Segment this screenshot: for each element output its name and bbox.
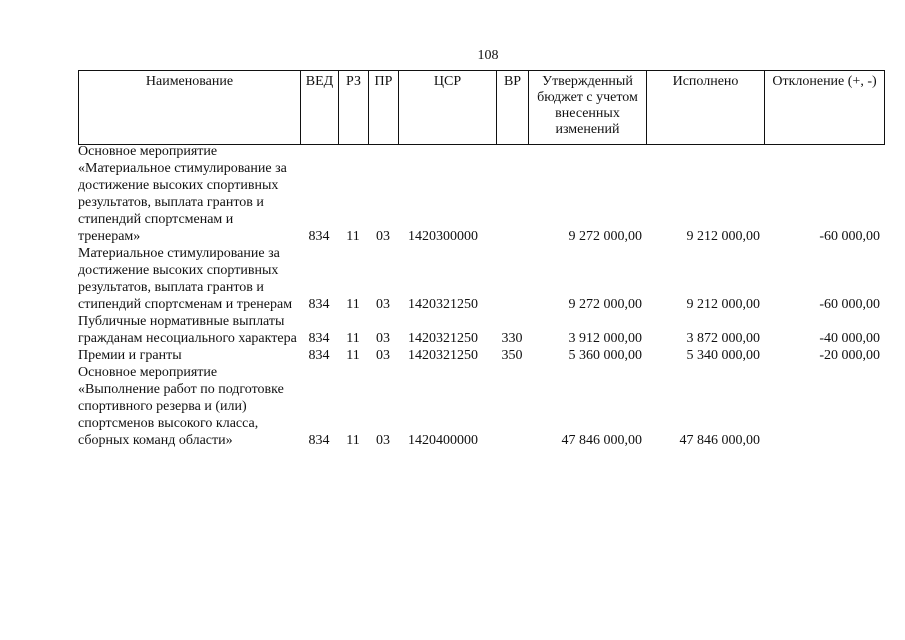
- row-deviation: -60 000,00: [819, 229, 880, 244]
- row-name: Премии и гранты: [78, 348, 182, 363]
- header-ved: ВЕД: [301, 71, 339, 145]
- row-budget: 9 272 000,00: [568, 229, 642, 244]
- row-ved: 834: [308, 331, 330, 346]
- row-rz: 11: [346, 348, 360, 363]
- row-vr: [496, 143, 528, 245]
- row-executed: 47 846 000,00: [679, 433, 760, 448]
- row-executed: 3 872 000,00: [686, 331, 760, 346]
- header-executed: Исполнено: [647, 71, 765, 145]
- row-vr: 330: [501, 331, 523, 346]
- row-rz: 11: [346, 229, 360, 244]
- row-csr: 1420300000: [408, 229, 478, 244]
- row-deviation: [764, 364, 884, 449]
- row-name: Основное мероприятие «Выполнение работ по подготовке спортивного резерва и (или) спортсменов высокого класса, сборных команд области»: [78, 365, 284, 448]
- row-budget: 9 272 000,00: [568, 297, 642, 312]
- row-deviation: -60 000,00: [819, 297, 880, 312]
- header-budget: Утвержденный бюджет с учетом внесенных изменений: [529, 71, 647, 145]
- table-row: [78, 245, 884, 313]
- row-vr: 350: [501, 348, 523, 363]
- row-executed: 9 212 000,00: [686, 297, 760, 312]
- table-row: [78, 347, 884, 364]
- row-vr: [496, 245, 528, 313]
- row-budget: 47 846 000,00: [561, 433, 642, 448]
- row-name: Публичные нормативные выплаты гражданам несоциального характера: [78, 314, 297, 346]
- row-rz: 11: [346, 297, 360, 312]
- row-csr: 1420321250: [408, 297, 478, 312]
- row-csr: 1420321250: [408, 348, 478, 363]
- row-executed: 5 340 000,00: [686, 348, 760, 363]
- row-ved: 834: [308, 433, 330, 448]
- row-name: Основное мероприятие «Материальное стимулирование за достижение высоких спортивных результатов, выплата грантов и стипендий спортсменам и тренерам»: [78, 144, 287, 244]
- table-body: [78, 143, 884, 449]
- row-pr: 03: [376, 331, 390, 346]
- row-vr: [496, 364, 528, 449]
- table-row: [78, 364, 884, 449]
- table-header: [78, 70, 885, 145]
- row-ved: 834: [308, 348, 330, 363]
- row-pr: 03: [376, 297, 390, 312]
- row-executed: 9 212 000,00: [686, 229, 760, 244]
- header-rz: РЗ: [339, 71, 369, 145]
- row-csr: 1420321250: [408, 331, 478, 346]
- row-budget: 3 912 000,00: [568, 331, 642, 346]
- header-name: Наименование: [79, 71, 301, 145]
- header-deviation: Отклонение (+, -): [765, 71, 885, 145]
- row-deviation: -40 000,00: [819, 331, 880, 346]
- header-pr: ПР: [369, 71, 399, 145]
- row-ved: 834: [308, 229, 330, 244]
- row-name: Материальное стимулирование за достижение высоких спортивных результатов, выплата грантов и стипендий спортсменам и тренерам: [78, 246, 293, 312]
- header-csr: ЦСР: [399, 71, 497, 145]
- row-budget: 5 360 000,00: [568, 348, 642, 363]
- header-vr: ВР: [497, 71, 529, 145]
- row-rz: 11: [346, 331, 360, 346]
- row-pr: 03: [376, 348, 390, 363]
- row-ved: 834: [308, 297, 330, 312]
- table-row: [78, 143, 884, 245]
- row-rz: 11: [346, 433, 360, 448]
- row-csr: 1420400000: [408, 433, 478, 448]
- row-pr: 03: [376, 433, 390, 448]
- page-number: 108: [477, 48, 499, 63]
- row-pr: 03: [376, 229, 390, 244]
- table-row: [78, 313, 884, 347]
- row-deviation: -20 000,00: [819, 348, 880, 363]
